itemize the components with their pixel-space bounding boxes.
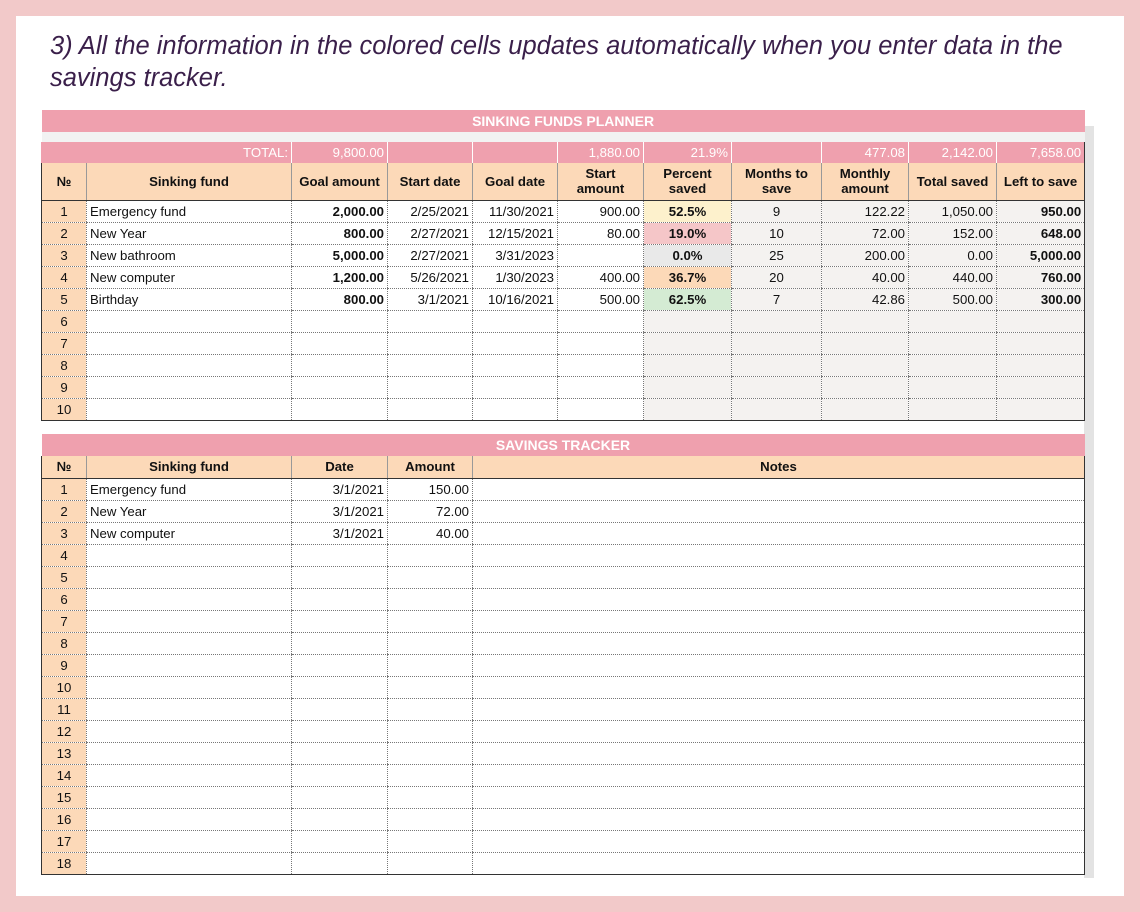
start-date-cell[interactable] <box>388 376 473 398</box>
date-cell[interactable] <box>292 632 388 654</box>
table-row <box>42 698 1085 720</box>
row-number: 1 <box>42 478 87 500</box>
fund-name-cell[interactable]: New Year <box>87 222 292 244</box>
fund-name-cell[interactable] <box>87 610 292 632</box>
notes-cell[interactable] <box>473 610 1085 632</box>
goal-amount-cell[interactable] <box>292 398 388 420</box>
row-number: 2 <box>42 222 87 244</box>
total-saved-cell: 500.00 <box>909 288 997 310</box>
date-cell[interactable] <box>292 566 388 588</box>
amount-cell[interactable] <box>388 830 473 852</box>
goal-amount-cell[interactable]: 2,000.00 <box>292 200 388 222</box>
fund-name-cell[interactable] <box>87 698 292 720</box>
fund-name-cell[interactable] <box>87 676 292 698</box>
row-number: 8 <box>42 354 87 376</box>
column-header: Notes <box>473 456 1085 478</box>
amount-cell[interactable]: 150.00 <box>388 478 473 500</box>
table-row <box>42 632 1085 654</box>
total-monthly: 477.08 <box>822 142 909 163</box>
percent-saved-cell <box>644 310 732 332</box>
column-header: Sinking fund <box>87 456 292 478</box>
table-row <box>42 310 1085 332</box>
date-cell[interactable] <box>292 544 388 566</box>
monthly-amount-cell: 122.22 <box>822 200 909 222</box>
row-number: 4 <box>42 544 87 566</box>
start-date-cell[interactable]: 2/27/2021 <box>388 222 473 244</box>
percent-saved-cell <box>644 332 732 354</box>
fund-name-cell[interactable] <box>87 742 292 764</box>
savings-tracker-table <box>41 434 1085 875</box>
start-date-cell[interactable]: 2/27/2021 <box>388 244 473 266</box>
amount-cell[interactable] <box>388 610 473 632</box>
table-row <box>42 588 1085 610</box>
row-number: 8 <box>42 632 87 654</box>
start-date-cell[interactable] <box>388 332 473 354</box>
percent-saved-cell: 62.5% <box>644 288 732 310</box>
monthly-amount-cell: 40.00 <box>822 266 909 288</box>
tracker-body <box>42 478 1085 874</box>
column-header: Goal amount <box>292 163 388 200</box>
table-row <box>42 764 1085 786</box>
column-header: Amount <box>388 456 473 478</box>
notes-cell[interactable] <box>473 500 1085 522</box>
date-cell[interactable] <box>292 830 388 852</box>
total-saved-cell: 1,050.00 <box>909 200 997 222</box>
amount-cell[interactable] <box>388 544 473 566</box>
monthly-amount-cell <box>822 376 909 398</box>
months-to-save-cell: 25 <box>732 244 822 266</box>
goal-date-cell[interactable] <box>473 310 558 332</box>
row-number: 18 <box>42 852 87 874</box>
amount-cell[interactable] <box>388 654 473 676</box>
table-row <box>42 288 1085 310</box>
date-cell[interactable] <box>292 676 388 698</box>
fund-name-cell[interactable]: Emergency fund <box>87 478 292 500</box>
date-cell[interactable]: 3/1/2021 <box>292 500 388 522</box>
goal-amount-cell[interactable] <box>292 354 388 376</box>
column-header: Start amount <box>558 163 644 200</box>
start-amount-cell[interactable]: 500.00 <box>558 288 644 310</box>
left-to-save-cell: 300.00 <box>997 288 1085 310</box>
amount-cell[interactable] <box>388 676 473 698</box>
goal-date-cell[interactable]: 11/30/2021 <box>473 200 558 222</box>
row-number: 12 <box>42 720 87 742</box>
notes-cell[interactable] <box>473 676 1085 698</box>
amount-cell[interactable]: 40.00 <box>388 522 473 544</box>
column-header: Start date <box>388 163 473 200</box>
amount-cell[interactable] <box>388 786 473 808</box>
start-date-cell[interactable]: 5/26/2021 <box>388 266 473 288</box>
start-amount-cell[interactable]: 900.00 <box>558 200 644 222</box>
notes-cell[interactable] <box>473 852 1085 874</box>
column-header: Total saved <box>909 163 997 200</box>
fund-name-cell[interactable]: Emergency fund <box>87 200 292 222</box>
total-saved-cell: 152.00 <box>909 222 997 244</box>
notes-cell[interactable] <box>473 786 1085 808</box>
notes-cell[interactable] <box>473 720 1085 742</box>
row-number: 11 <box>42 698 87 720</box>
date-cell[interactable] <box>292 852 388 874</box>
goal-date-cell[interactable] <box>473 354 558 376</box>
monthly-amount-cell: 42.86 <box>822 288 909 310</box>
row-number: 5 <box>42 566 87 588</box>
table-row <box>42 654 1085 676</box>
percent-saved-cell: 19.0% <box>644 222 732 244</box>
amount-cell[interactable] <box>388 808 473 830</box>
monthly-amount-cell <box>822 332 909 354</box>
fund-name-cell[interactable] <box>87 588 292 610</box>
planner-header-row <box>42 163 1085 200</box>
amount-cell[interactable] <box>388 852 473 874</box>
notes-cell[interactable] <box>473 764 1085 786</box>
start-date-cell[interactable]: 2/25/2021 <box>388 200 473 222</box>
row-number: 9 <box>42 376 87 398</box>
left-to-save-cell: 5,000.00 <box>997 244 1085 266</box>
goal-amount-cell[interactable]: 5,000.00 <box>292 244 388 266</box>
planner-body <box>42 200 1085 420</box>
goal-amount-cell[interactable]: 800.00 <box>292 222 388 244</box>
left-to-save-cell <box>997 376 1085 398</box>
row-number: 10 <box>42 398 87 420</box>
total-saved-cell <box>909 376 997 398</box>
table-row <box>42 852 1085 874</box>
table-row <box>42 720 1085 742</box>
amount-cell[interactable] <box>388 764 473 786</box>
date-cell[interactable] <box>292 698 388 720</box>
monthly-amount-cell <box>822 354 909 376</box>
total-saved: 2,142.00 <box>909 142 997 163</box>
months-to-save-cell <box>732 310 822 332</box>
date-cell[interactable]: 3/1/2021 <box>292 522 388 544</box>
start-amount-cell[interactable]: 400.00 <box>558 266 644 288</box>
months-to-save-cell: 10 <box>732 222 822 244</box>
notes-cell[interactable] <box>473 478 1085 500</box>
column-header: Percent saved <box>644 163 732 200</box>
start-date-cell[interactable]: 3/1/2021 <box>388 288 473 310</box>
months-to-save-cell <box>732 354 822 376</box>
left-to-save-cell <box>997 398 1085 420</box>
row-number: 17 <box>42 830 87 852</box>
table-row <box>42 376 1085 398</box>
total-saved-cell <box>909 398 997 420</box>
fund-name-cell[interactable] <box>87 398 292 420</box>
total-left: 7,658.00 <box>997 142 1085 163</box>
row-number: 14 <box>42 764 87 786</box>
total-saved-cell <box>909 332 997 354</box>
start-amount-cell[interactable] <box>558 332 644 354</box>
table-row <box>42 566 1085 588</box>
start-amount-cell[interactable] <box>558 398 644 420</box>
left-to-save-cell: 950.00 <box>997 200 1085 222</box>
notes-cell[interactable] <box>473 632 1085 654</box>
start-date-cell[interactable] <box>388 398 473 420</box>
table-row <box>42 676 1085 698</box>
monthly-amount-cell: 200.00 <box>822 244 909 266</box>
row-number: 7 <box>42 332 87 354</box>
table-row <box>42 398 1085 420</box>
months-to-save-cell: 9 <box>732 200 822 222</box>
start-amount-cell[interactable] <box>558 244 644 266</box>
percent-saved-cell: 0.0% <box>644 244 732 266</box>
totals-empty <box>473 142 558 163</box>
row-number: 5 <box>42 288 87 310</box>
row-number: 10 <box>42 676 87 698</box>
table-row <box>42 786 1085 808</box>
total-saved-cell: 0.00 <box>909 244 997 266</box>
column-header: Date <box>292 456 388 478</box>
column-header: № <box>42 456 87 478</box>
goal-date-cell[interactable]: 3/31/2023 <box>473 244 558 266</box>
left-to-save-cell <box>997 332 1085 354</box>
fund-name-cell[interactable] <box>87 654 292 676</box>
monthly-amount-cell <box>822 310 909 332</box>
column-header: Months to save <box>732 163 822 200</box>
fund-name-cell[interactable] <box>87 764 292 786</box>
goal-date-cell[interactable] <box>473 398 558 420</box>
planner-title: SINKING FUNDS PLANNER <box>42 110 1085 132</box>
left-to-save-cell <box>997 354 1085 376</box>
tracker-header-row <box>42 456 1085 478</box>
percent-saved-cell <box>644 354 732 376</box>
table-row <box>42 500 1085 522</box>
total-percent: 21.9% <box>644 142 732 163</box>
amount-cell[interactable] <box>388 698 473 720</box>
goal-amount-cell[interactable] <box>292 376 388 398</box>
left-to-save-cell <box>997 310 1085 332</box>
total-saved-cell <box>909 354 997 376</box>
fund-name-cell[interactable] <box>87 720 292 742</box>
table-row <box>42 354 1085 376</box>
amount-cell[interactable] <box>388 588 473 610</box>
row-number: 15 <box>42 786 87 808</box>
totals-label: TOTAL: <box>42 142 292 163</box>
table-row <box>42 266 1085 288</box>
left-to-save-cell: 648.00 <box>997 222 1085 244</box>
amount-cell[interactable] <box>388 566 473 588</box>
fund-name-cell[interactable] <box>87 852 292 874</box>
sinking-funds-planner-table <box>41 110 1085 421</box>
caption-text: 3) All the information in the colored cells updates automatically when you enter data in the savings tracker. <box>50 32 1063 92</box>
notes-cell[interactable] <box>473 566 1085 588</box>
table-row <box>42 830 1085 852</box>
goal-date-cell[interactable]: 1/30/2023 <box>473 266 558 288</box>
table-row <box>42 200 1085 222</box>
row-number: 2 <box>42 500 87 522</box>
goal-amount-cell[interactable]: 800.00 <box>292 288 388 310</box>
column-header: Left to save <box>997 163 1085 200</box>
row-number: 3 <box>42 522 87 544</box>
months-to-save-cell: 20 <box>732 266 822 288</box>
row-number: 16 <box>42 808 87 830</box>
table-row <box>42 522 1085 544</box>
totals-row <box>42 142 1085 163</box>
amount-cell[interactable] <box>388 632 473 654</box>
spreadsheet <box>41 110 1096 878</box>
fund-name-cell[interactable]: New computer <box>87 522 292 544</box>
start-date-cell[interactable] <box>388 310 473 332</box>
date-cell[interactable] <box>292 720 388 742</box>
total-goal: 9,800.00 <box>292 142 388 163</box>
totals-empty <box>388 142 473 163</box>
total-saved-cell <box>909 310 997 332</box>
amount-cell[interactable] <box>388 720 473 742</box>
table-row <box>42 478 1085 500</box>
start-amount-cell[interactable] <box>558 354 644 376</box>
row-number: 13 <box>42 742 87 764</box>
row-number: 7 <box>42 610 87 632</box>
notes-cell[interactable] <box>473 830 1085 852</box>
date-cell[interactable] <box>292 786 388 808</box>
notes-cell[interactable] <box>473 588 1085 610</box>
scrollbar-track[interactable] <box>1084 126 1094 878</box>
goal-date-cell[interactable] <box>473 376 558 398</box>
notes-cell[interactable] <box>473 742 1085 764</box>
date-cell[interactable]: 3/1/2021 <box>292 478 388 500</box>
date-cell[interactable] <box>292 654 388 676</box>
table-row <box>42 808 1085 830</box>
notes-cell[interactable] <box>473 698 1085 720</box>
tracker-title: SAVINGS TRACKER <box>42 434 1085 456</box>
date-cell[interactable] <box>292 742 388 764</box>
monthly-amount-cell <box>822 398 909 420</box>
goal-amount-cell[interactable] <box>292 310 388 332</box>
total-start-amount: 1,880.00 <box>558 142 644 163</box>
goal-amount-cell[interactable]: 1,200.00 <box>292 266 388 288</box>
table-row <box>42 544 1085 566</box>
row-number: 4 <box>42 266 87 288</box>
fund-name-cell[interactable] <box>87 544 292 566</box>
column-header: Monthly amount <box>822 163 909 200</box>
fund-name-cell[interactable]: Birthday <box>87 288 292 310</box>
monthly-amount-cell: 72.00 <box>822 222 909 244</box>
goal-date-cell[interactable] <box>473 332 558 354</box>
fund-name-cell[interactable] <box>87 332 292 354</box>
notes-cell[interactable] <box>473 522 1085 544</box>
start-amount-cell[interactable] <box>558 310 644 332</box>
row-number: 1 <box>42 200 87 222</box>
amount-cell[interactable] <box>388 742 473 764</box>
row-number: 9 <box>42 654 87 676</box>
table-row <box>42 742 1085 764</box>
months-to-save-cell <box>732 332 822 354</box>
left-to-save-cell: 760.00 <box>997 266 1085 288</box>
column-header: № <box>42 163 87 200</box>
goal-date-cell[interactable]: 12/15/2021 <box>473 222 558 244</box>
start-amount-cell[interactable]: 80.00 <box>558 222 644 244</box>
date-cell[interactable] <box>292 764 388 786</box>
percent-saved-cell <box>644 398 732 420</box>
amount-cell[interactable]: 72.00 <box>388 500 473 522</box>
fund-name-cell[interactable] <box>87 808 292 830</box>
start-amount-cell[interactable] <box>558 376 644 398</box>
fund-name-cell[interactable]: New bathroom <box>87 244 292 266</box>
percent-saved-cell: 36.7% <box>644 266 732 288</box>
table-row <box>42 610 1085 632</box>
percent-saved-cell: 52.5% <box>644 200 732 222</box>
row-number: 6 <box>42 588 87 610</box>
date-cell[interactable] <box>292 588 388 610</box>
percent-saved-cell <box>644 376 732 398</box>
table-row <box>42 332 1085 354</box>
table-row <box>42 244 1085 266</box>
fund-name-cell[interactable]: New computer <box>87 266 292 288</box>
months-to-save-cell: 7 <box>732 288 822 310</box>
goal-amount-cell[interactable] <box>292 332 388 354</box>
notes-cell[interactable] <box>473 808 1085 830</box>
row-number: 6 <box>42 310 87 332</box>
fund-name-cell[interactable] <box>87 354 292 376</box>
page-card <box>16 16 1124 896</box>
spacer-row <box>42 132 1085 142</box>
fund-name-cell[interactable] <box>87 376 292 398</box>
total-saved-cell: 440.00 <box>909 266 997 288</box>
row-number: 3 <box>42 244 87 266</box>
fund-name-cell[interactable] <box>87 310 292 332</box>
fund-name-cell[interactable]: New Year <box>87 500 292 522</box>
months-to-save-cell <box>732 376 822 398</box>
fund-name-cell[interactable] <box>87 632 292 654</box>
totals-empty <box>732 142 822 163</box>
goal-date-cell[interactable]: 10/16/2021 <box>473 288 558 310</box>
fund-name-cell[interactable] <box>87 786 292 808</box>
months-to-save-cell <box>732 398 822 420</box>
date-cell[interactable] <box>292 610 388 632</box>
date-cell[interactable] <box>292 808 388 830</box>
notes-cell[interactable] <box>473 654 1085 676</box>
fund-name-cell[interactable] <box>87 830 292 852</box>
fund-name-cell[interactable] <box>87 566 292 588</box>
column-header: Sinking fund <box>87 163 292 200</box>
notes-cell[interactable] <box>473 544 1085 566</box>
table-row <box>42 222 1085 244</box>
start-date-cell[interactable] <box>388 354 473 376</box>
column-header: Goal date <box>473 163 558 200</box>
